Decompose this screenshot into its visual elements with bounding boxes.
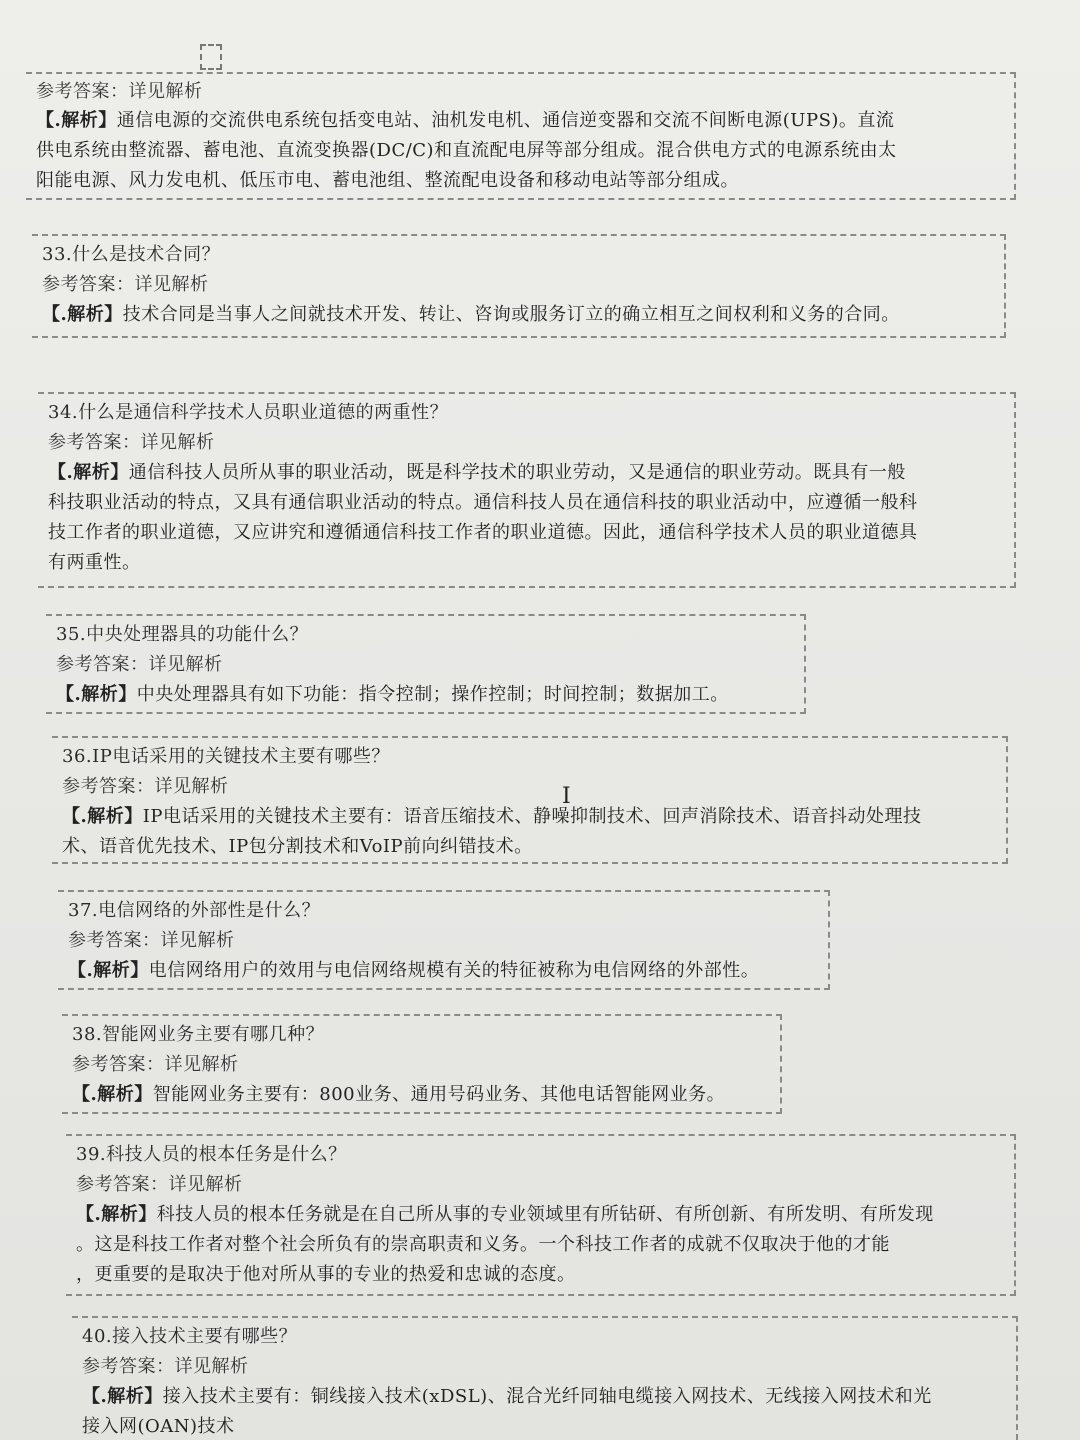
analysis-line [68,956,818,986]
analysis-label: 【.解析】 [36,110,117,131]
analysis-text: 智能网业务主要有：800业务、通用号码业务、其他电话智能网业务。 [152,1084,726,1105]
question-title: 39.科技人员的根本任务是什么？ [76,1144,347,1165]
analysis-text: 通信电源的交流供电系统包括变电站、油机发电机、通信逆变器和交流不间断电源(UPS)。直流 [116,110,895,131]
question-title: 40.接入技术主要有哪些？ [82,1326,298,1347]
question-block-38 [62,1014,782,1114]
analysis-line: 接入网(OAN)技术 [82,1416,235,1437]
analysis-text: IP电话采用的关键技术主要有：语音压缩技术、静噪抑制技术、回声消除技术、语音抖动处理技 [142,806,922,827]
question-block-36 [52,736,1008,864]
analysis-line: 有两重性。 [48,552,141,573]
analysis-line [72,1080,770,1110]
analysis-label: 【.解析】 [82,1386,163,1407]
question-block-prev [26,72,1016,200]
question-title: 33.什么是技术合同？ [42,244,221,265]
reference-answer: 参考答案：详见解析 [62,776,229,797]
question-title: 36.IP电话采用的关键技术主要有哪些？ [62,746,390,767]
analysis-line: 供电系统由整流器、蓄电池、直流变换器(DC/C)和直流配电屏等部分组成。混合供电方式的电源系统由太 [36,140,897,161]
analysis-line [56,680,794,710]
analysis-line [42,300,994,330]
question-title: 37.电信网络的外部性是什么？ [68,900,321,921]
analysis-line: 。这是科技工作者对整个社会所负有的崇高职责和义务。一个科技工作者的成就不仅取决于他的才能 [76,1234,890,1255]
question-block-33 [32,234,1006,338]
analysis-line: 科技职业活动的特点，又具有通信职业活动的特点。通信科技人员在通信科技的职业活动中，应遵循一般科 [48,492,918,513]
analysis-line: 技工作者的职业道德，又应讲究和遵循通信科技工作者的职业道德。因此，通信科学技术人员的职业道德具 [48,522,918,543]
analysis-label: 【.解析】 [48,462,129,483]
question-block-40 [72,1316,1018,1440]
analysis-line [48,458,1004,488]
analysis-text: 接入技术主要有：铜线接入技术(xDSL)、混合光纤同轴电缆接入网技术、无线接入网技术和光 [162,1386,932,1407]
reference-answer: 参考答案：详见解析 [82,1356,249,1377]
question-title: 38.智能网业务主要有哪几种？ [72,1024,325,1045]
analysis-label: 【.解析】 [72,1084,153,1105]
analysis-label: 【.解析】 [62,806,143,827]
text-cursor-icon: I [562,784,571,809]
analysis-label: 【.解析】 [42,304,123,325]
question-block-35 [46,614,806,714]
analysis-label: 【.解析】 [76,1204,157,1225]
reference-answer: 参考答案：详见解析 [76,1174,243,1195]
analysis-label: 【.解析】 [56,684,137,705]
analysis-text: 电信网络用户的效用与电信网络规模有关的特征被称为电信网络的外部性。 [148,960,760,981]
analysis-line [76,1200,1004,1230]
question-title: 34.什么是通信科学技术人员职业道德的两重性？ [48,402,449,423]
reference-answer: 参考答案：详见解析 [68,930,235,951]
analysis-text: 中央处理器具有如下功能：指令控制；操作控制；时间控制；数据加工。 [136,684,729,705]
question-title: 35.中央处理器具的功能什么？ [56,624,309,645]
reference-answer: 参考答案：详见解析 [72,1054,239,1075]
analysis-label: 【.解析】 [68,960,149,981]
question-block-39 [66,1134,1016,1296]
reference-answer: 参考答案：详见解析 [48,432,215,453]
analysis-line: ，更重要的是取决于他对所从事的专业的热爱和忠诚的态度。 [76,1264,576,1285]
analysis-line: 术、语音优先技术、IP包分割技术和VoIP前向纠错技术。 [62,836,533,857]
analysis-line [82,1382,1006,1412]
analysis-text: 通信科技人员所从事的职业活动，既是科学技术的职业劳动，又是通信的职业劳动。既具有一般 [128,462,906,483]
analysis-line [62,802,996,832]
question-block-37 [58,890,830,990]
reference-answer: 参考答案：详见解析 [56,654,223,675]
analysis-text: 科技人员的根本任务就是在自己所从事的专业领域里有所钻研、有所创新、有所发明、有所发现 [156,1204,934,1225]
question-block-34 [38,392,1016,588]
selection-marker-icon [200,44,222,70]
analysis-line [36,106,1004,136]
reference-answer: 参考答案：详见解析 [36,81,203,102]
reference-answer: 参考答案：详见解析 [42,274,209,295]
analysis-line: 阳能电源、风力发电机、低压市电、蓄电池组、整流配电设备和移动电站等部分组成。 [36,170,739,191]
analysis-text: 技术合同是当事人之间就技术开发、转让、咨询或服务订立的确立相互之间权利和义务的合同。 [122,304,900,325]
